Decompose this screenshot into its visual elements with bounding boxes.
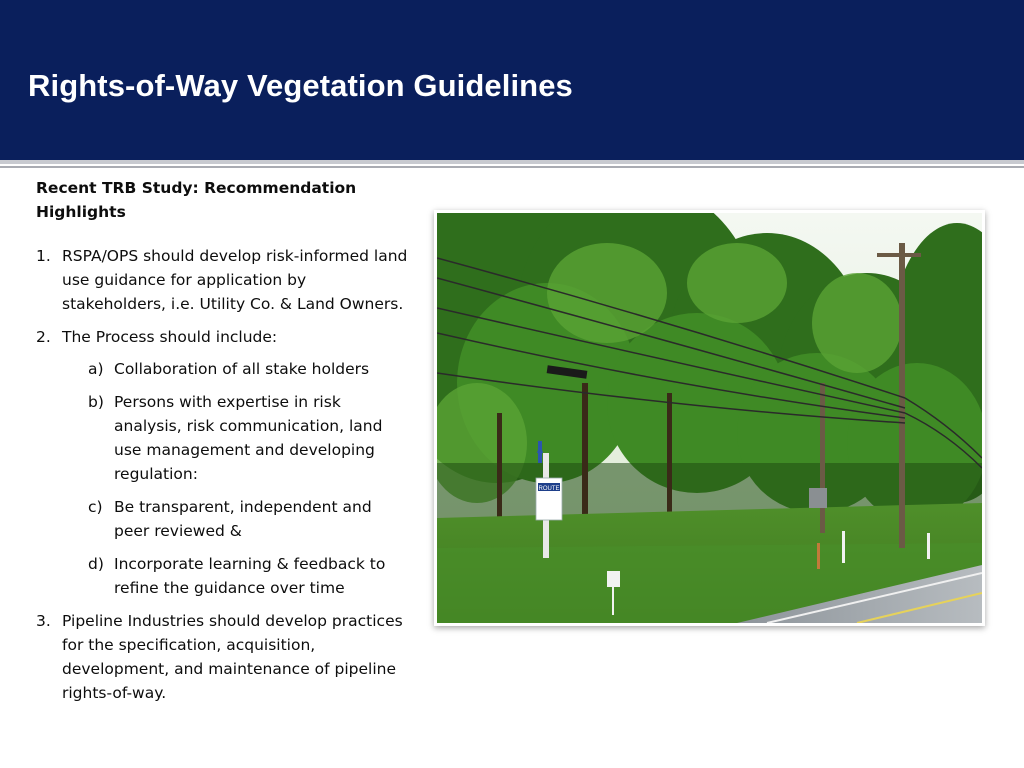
recommendation-list: [36, 244, 408, 705]
header-divider: [0, 160, 1024, 164]
list-item-text: The Process should include:: [62, 328, 278, 346]
list-item-text: Pipeline Industries should develop practices for the specification, acquisition, development, and maintenance of pipeline rights-of-way.: [62, 612, 403, 702]
photo-frame: [434, 210, 985, 626]
sublist-item: [62, 357, 408, 381]
header-bar: [0, 0, 1024, 160]
sublist-letter: c): [88, 498, 103, 516]
sublist-letter: d): [88, 555, 104, 573]
sign-label: ROUTE: [538, 486, 560, 492]
list-item: [36, 609, 408, 705]
sublist-letter: b): [88, 393, 104, 411]
sublist-item: [62, 390, 408, 486]
list-number: 3.: [36, 612, 51, 630]
content-panel: [36, 176, 408, 714]
sublist-item-text: Collaboration of all stake holders: [114, 360, 370, 378]
process-sublist: [62, 357, 408, 600]
sublist-item-text: Persons with expertise in risk analysis, risk communication, land use management and developing regulation:: [114, 393, 383, 483]
list-number: 1.: [36, 247, 51, 265]
sublist-item-text: Be transparent, independent and peer reviewed &: [114, 498, 372, 540]
sublist-item: [62, 552, 408, 600]
right-of-way-photo: [437, 213, 982, 623]
sublist-letter: a): [88, 360, 104, 378]
list-number: 2.: [36, 328, 51, 346]
list-item-text: RSPA/OPS should develop risk-informed land use guidance for application by stakeholders, i.e. Utility Co. & Land Owners.: [62, 247, 408, 313]
list-item: [36, 325, 408, 600]
slide-title: Rights-of-Way Vegetation Guidelines: [28, 68, 573, 103]
section-subhead: Recent TRB Study: Recommendation Highlights: [36, 179, 357, 221]
sublist-item: [62, 495, 408, 543]
sublist-item-text: Incorporate learning & feedback to refine the guidance over time: [114, 555, 386, 597]
header-divider-thin: [0, 166, 1024, 168]
list-item: [36, 244, 408, 316]
